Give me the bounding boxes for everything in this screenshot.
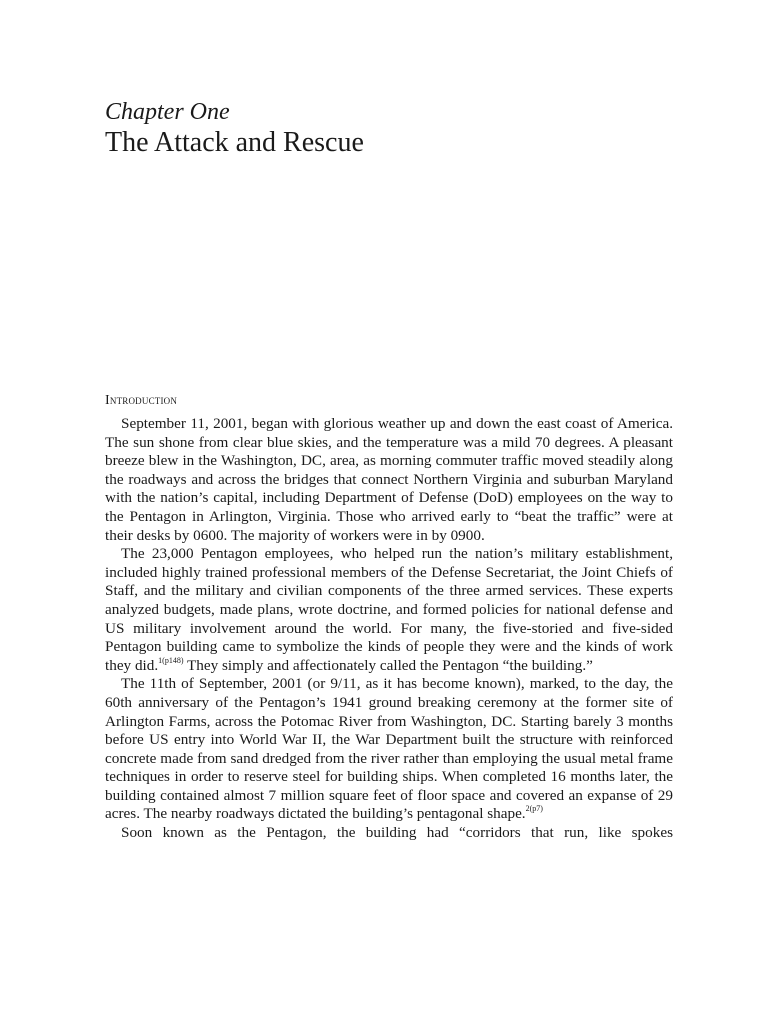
footnote-ref-2: 2(p7) bbox=[525, 804, 543, 814]
body-text bbox=[105, 415, 673, 843]
paragraph-2-text-a: The 23,000 Pentagon employees, who helped run the nation’s military establishment, included highly trained professional members of the Defense Secretariat, the Joint Chiefs of Staff, and the military and civilian components of the three armed services. These experts analyzed budgets, made plans, wrote doctrine, and formed policies for national defense and US military involvement around the world. For many, the five-storied and five-sided Pentagon building came to symbolize the kinds of people they were and the kinds of work they did. bbox=[105, 545, 673, 674]
paragraph-4: Soon known as the Pentagon, the building had “corridors that run, like spokes bbox=[121, 824, 673, 842]
section-heading-rest: ntroduction bbox=[109, 392, 178, 407]
chapter-title: The Attack and Rescue bbox=[105, 127, 364, 158]
paragraph-2 bbox=[105, 545, 673, 675]
section-heading-introduction bbox=[105, 392, 177, 409]
paragraph-3 bbox=[105, 675, 673, 824]
chapter-label: Chapter One bbox=[105, 99, 230, 125]
paragraph-2-text-b: They simply and affectionately called the Pentagon “the building.” bbox=[183, 656, 593, 674]
section-heading-initial: I bbox=[105, 393, 110, 408]
footnote-ref-1: 1(p148) bbox=[158, 655, 184, 665]
paragraph-3-text-a: The 11th of September, 2001 (or 9/11, as it has become known), marked, to the day, the 60th anniversary of the Pentagon’s 1941 ground breaking ceremony at the former site of Arlington Farms, across the Potomac River from Washington, DC. Starting barely 3 months before US entry into World War II, the War Department built the structure with reinforced concrete made from sand dredged from the river rather than employing the usual metal frame techniques in order to reserve steel for building ships. When completed 16 months later, the building contained almost 7 million square feet of floor space and covered an expanse of 29 acres. The nearby roadways dictated the building’s pentagonal shape. bbox=[105, 675, 673, 823]
paragraph-1: September 11, 2001, began with glorious weather up and down the east coast of America. The sun shone from clear blue skies, and the temperature was a mild 70 degrees. A pleasant breeze blew in the Washington, DC, area, as morning commuter traffic moved steadily along the roadways and across the bridges that connect Northern Virginia and suburban Maryland with the nation’s capital, including Department of Defense (DoD) employees on the way to the Pentagon in Arlington, Virginia. Those who arrived early to “beat the traffic” were at their desks by 0600. The majority of workers were in by 0900. bbox=[105, 415, 673, 544]
